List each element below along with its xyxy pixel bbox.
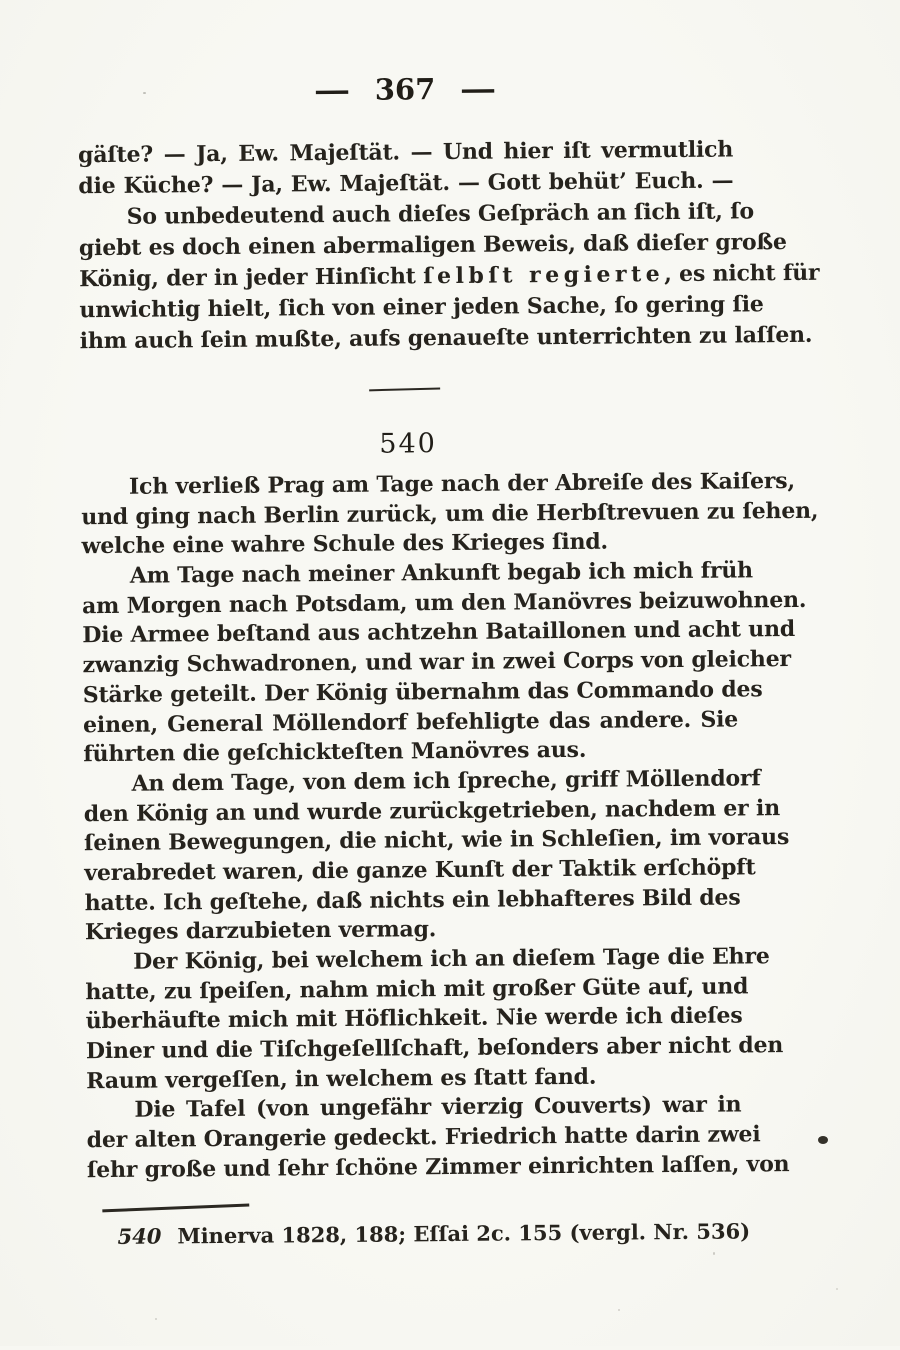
text-line: den König an und wurde zurückgetrieben, nachdem er in <box>83 794 781 827</box>
text-line: Ich verließ Prag am Tage nach der Abreiſe des Kaiſers, <box>128 467 795 500</box>
text-line: Diner und die Tiſchgeſellſchaft, beſonders aber nicht den <box>85 1032 784 1065</box>
text-line: verabredet waren, die ganze Kunſt der Taktik erſchöpft <box>84 854 756 887</box>
paper-speck <box>713 1252 715 1255</box>
text-line: führten die geſchickteſten Manövres aus. <box>83 737 587 768</box>
paper-speck <box>155 1318 157 1320</box>
section-text-block <box>81 467 819 1186</box>
text-line: einen, General Möllendorf befehligte das andere. Sie <box>82 705 739 738</box>
footnote <box>117 1218 757 1249</box>
text-line: am Morgen nach Potsdam, um den Manövres beizuwohnen. <box>81 586 807 619</box>
text-line: die Küche? — Ja, Ew. Majeſtät. — Gott behüt’ Euch. — <box>78 167 734 200</box>
text-line: gäſte? — Ja, Ew. Majeſtät. — Und hier iſt vermutlich <box>77 136 734 169</box>
text-line: Der König, bei welchem ich an dieſem Tage die Ehre <box>133 943 770 975</box>
text-line: und ging nach Berlin zurück, um die Herbſtrevuen zu ſehen, <box>81 497 819 530</box>
text-segment: , es nicht für <box>664 259 820 288</box>
page-number: 367 <box>374 72 436 107</box>
page-header <box>77 70 732 110</box>
section-divider-rule <box>369 387 440 391</box>
text-line: Krieges darzubieten vermag. <box>84 916 437 946</box>
paper-speck <box>143 92 146 94</box>
text-line: giebt es doch einen abermaligen Beweis, daß dieſer große <box>78 229 787 262</box>
text-line: Am Tage nach meiner Ankunft begab ich mich früh <box>129 557 753 589</box>
text-line: hatte. Ich geſtehe, daß nichts ein lebhafteres Bild des <box>84 884 741 916</box>
text-line: Stärke geteilt. Der König übernahm das Commando des <box>82 676 763 709</box>
text-line: welche eine wahre Schule des Krieges ſind. <box>81 528 609 560</box>
text-line: ſeinen Bewegungen, die nicht, wie in Schleſien, im voraus <box>83 824 790 857</box>
text-line: zwanzig Schwadronen, und war in zwei Corps von gleicher <box>82 646 791 679</box>
text-line: unwichtig hielt, ſich von einer jeden Sache, ſo gering ſie <box>79 291 764 324</box>
paper-speck <box>836 1288 838 1290</box>
header-dash-left: — <box>313 72 351 108</box>
footnote-text: Minerva 1828, 188; Eſſai 2c. 155 (vergl. Nr. 536) <box>177 1218 751 1249</box>
text-line: Raum vergeſſen, in welchem es ſtatt fand. <box>86 1063 597 1094</box>
text-line: ſehr große und ſehr ſchöne Zimmer einrichten laſſen, von <box>86 1150 790 1184</box>
text-line: überhäufte mich mit Höflichkeit. Nie werde ich dieſes <box>85 1002 743 1035</box>
emphasized-text: ſelbſt regierte <box>423 261 665 290</box>
ink-spot <box>818 1136 828 1144</box>
text-line: hatte, zu ſpeiſen, nahm mich mit großer Güte auf, und <box>85 973 749 1005</box>
section-number-heading: 540 <box>379 428 438 460</box>
text-line: An dem Tage, von dem ich ſpreche, griff Möllendorf <box>131 765 761 797</box>
text-line: ihm auch ſein mußte, aufs genaueſte unterrichten zu laſſen. <box>79 321 813 355</box>
footnote-separator-rule <box>102 1203 249 1211</box>
paper-speck <box>618 1309 620 1311</box>
text-line: der alten Orangerie gedeckt. Friedrich hatte darin zwei <box>86 1121 761 1154</box>
footnote-number: 540 <box>117 1223 162 1249</box>
text-segment: König, der in jeder Hinſicht <box>79 263 424 293</box>
header-dash-right: — <box>459 71 497 106</box>
intro-text-block <box>77 135 820 358</box>
text-line: Die Tafel (von ungefähr vierzig Couverts) war in <box>134 1091 742 1124</box>
text-line: Die Armee beſtand aus achtzehn Bataillonen und acht und <box>82 616 796 649</box>
text-line: So unbedeutend auch dieſes Geſpräch an ſich iſt, ſo <box>126 198 754 230</box>
